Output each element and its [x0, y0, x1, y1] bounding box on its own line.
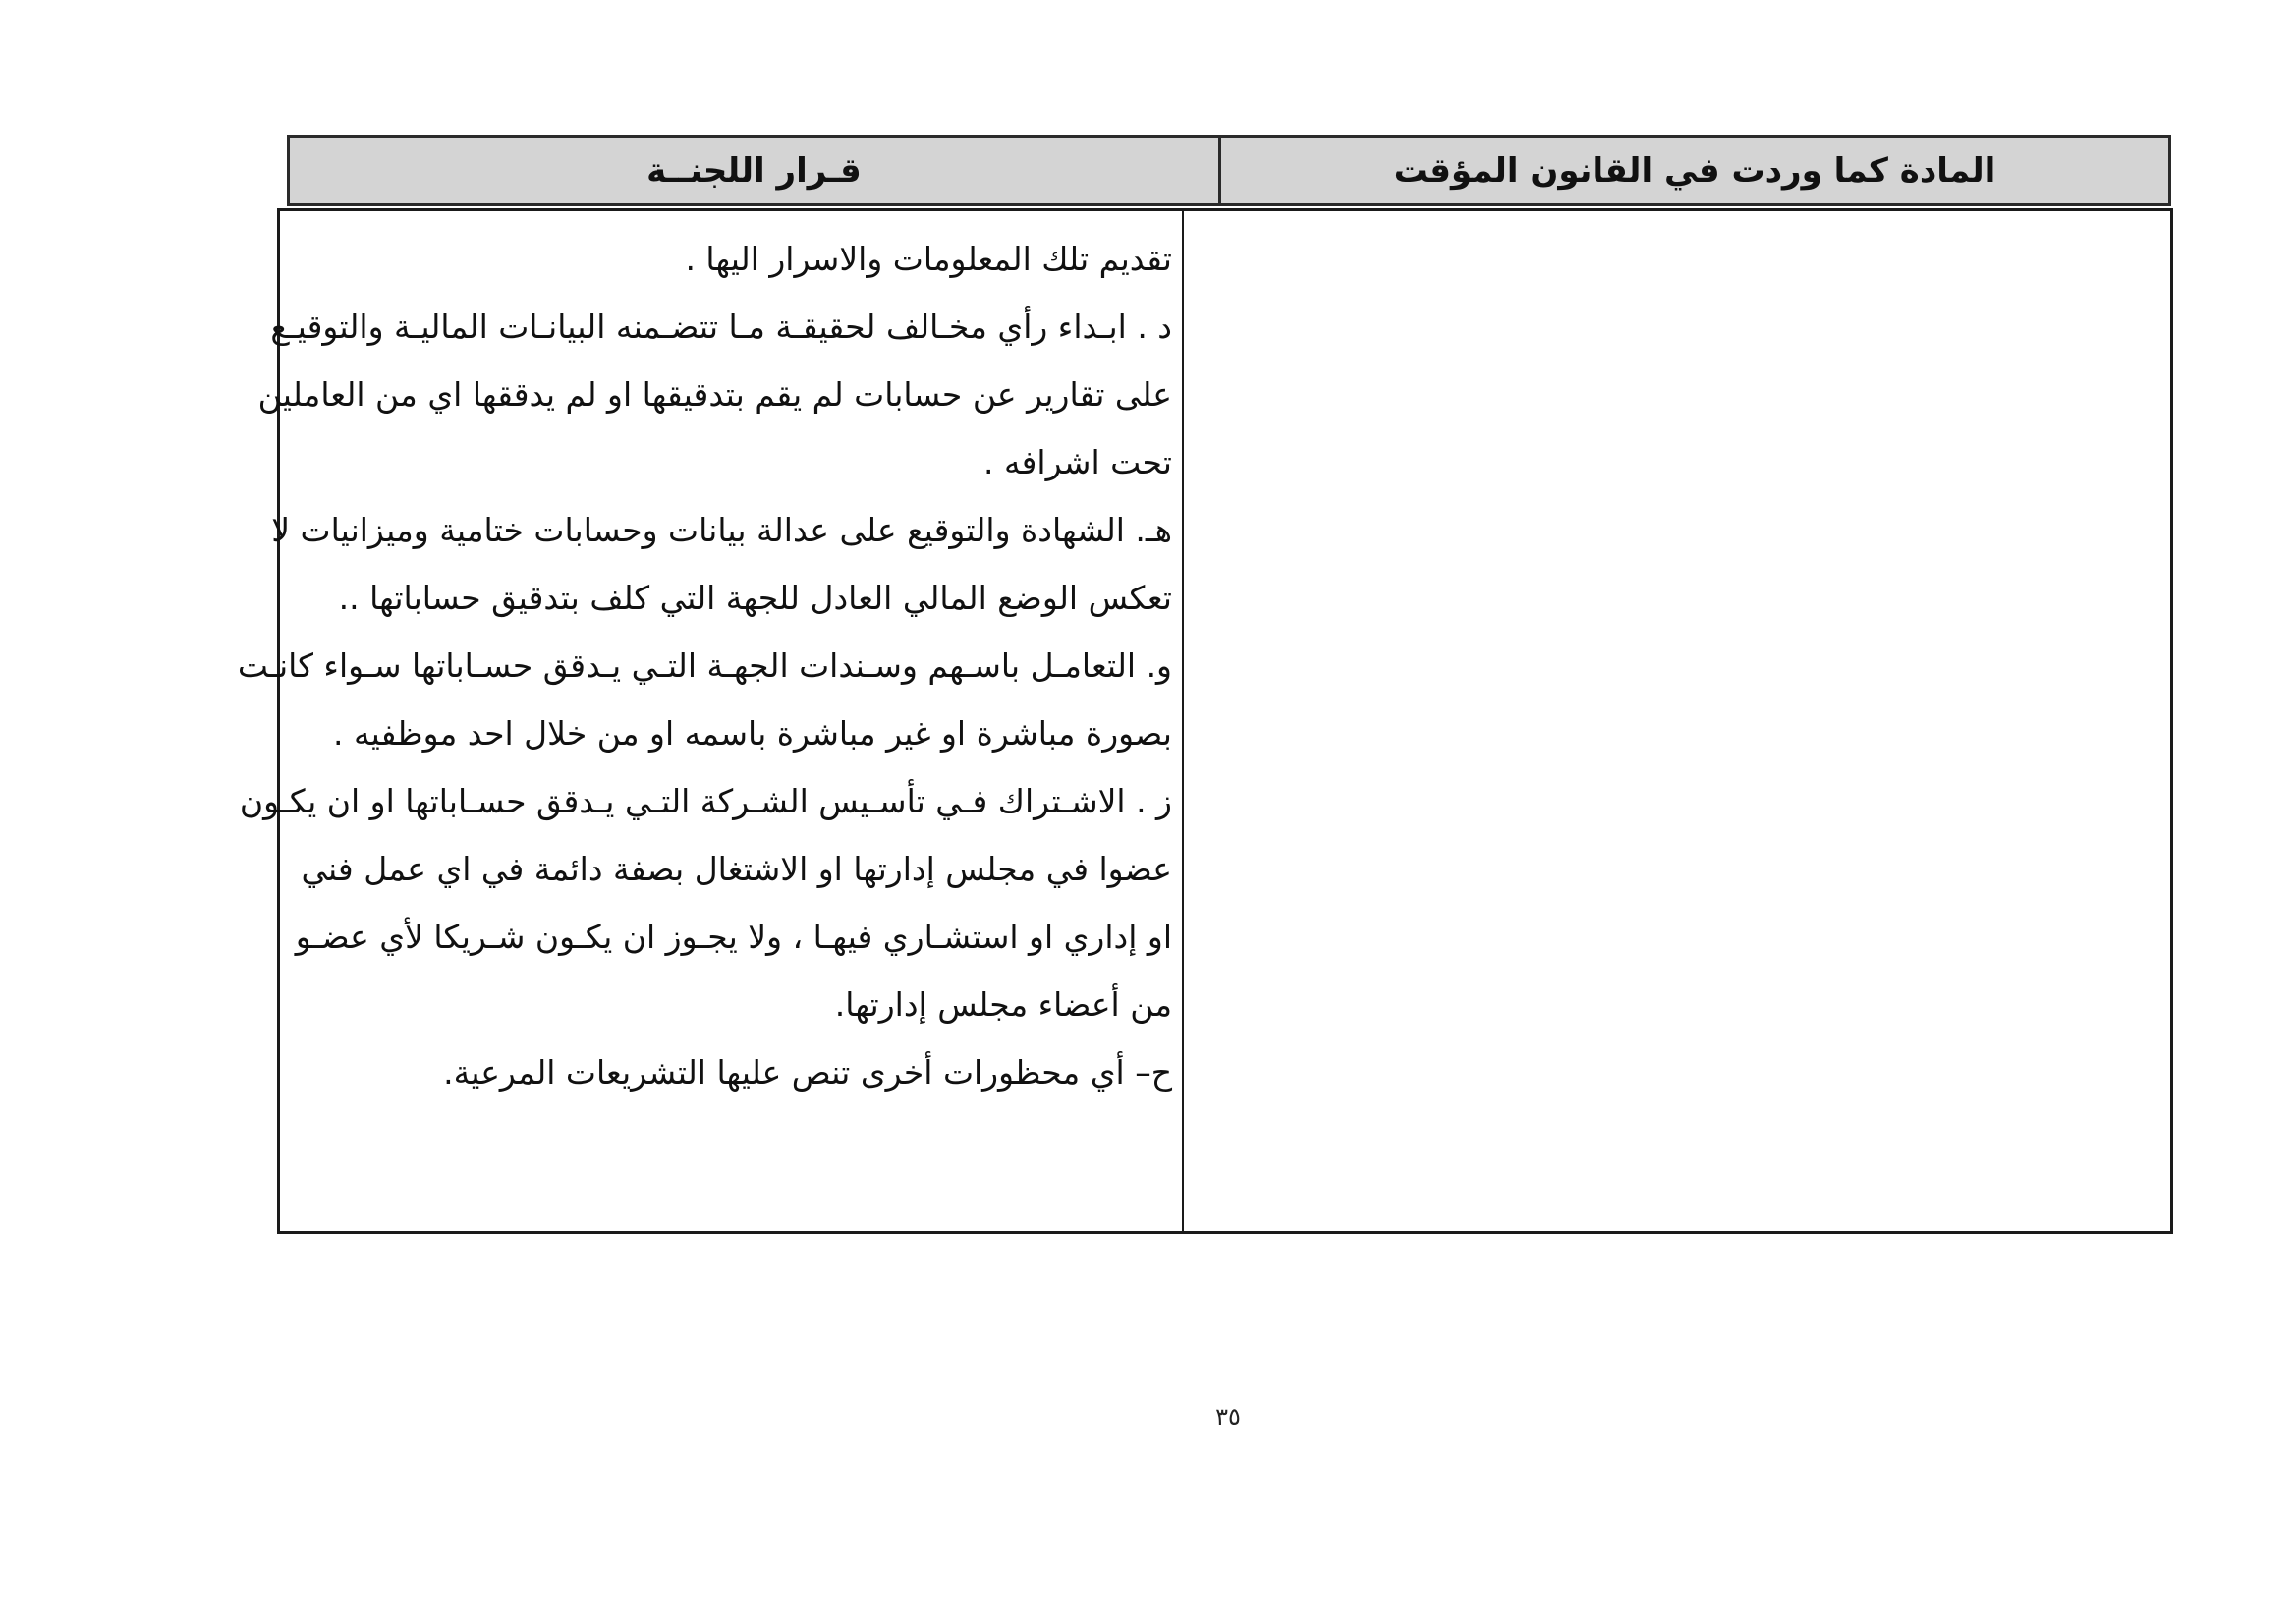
decision-line: تقديم تلك المعلومات والاسرار اليها . — [685, 240, 1172, 278]
decision-line: على تقارير عن حسابات لم يقم بتدقيقها او لم يدققها اي من العاملين — [257, 375, 1172, 414]
decision-line: د . ابـداء رأي مخـالف لحقيقـة مـا تتضـمنه البيانـات الماليـة والتوقيـع — [270, 308, 1172, 346]
decision-line: تحت اشرافه . — [982, 443, 1172, 481]
decision-line: او إداري او استشـاري فيهـا ، ولا يجـوز ان يكـون شـريكا لأي عضـو — [295, 918, 1172, 956]
decision-line: عضوا في مجلس إدارتها او الاشتغال بصفة دائمة في اي عمل فني — [301, 850, 1172, 888]
page-number: ٣٥ — [1215, 1403, 1241, 1430]
table-body-row — [237, 208, 2173, 1234]
decision-line: ز . الاشـتراك فـي تأسـيس الشـركة التـي يـدقق حسـاباتها او ان يكـون — [239, 782, 1172, 820]
decision-line: تعكس الوضع المالي العادل للجهة التي كلف بتدقيق حساباتها .. — [338, 579, 1172, 617]
temporary-law-article-header: المادة كما وردت في القانون المؤقت — [1393, 150, 1996, 191]
temporary-law-article-cell — [1184, 211, 2170, 1231]
committee-decision-cell — [237, 211, 1184, 1231]
table-header-row — [287, 135, 2171, 206]
decision-line: هـ. الشهادة والتوقيع على عدالة بيانات وحسابات ختامية وميزانيات لا — [271, 511, 1172, 549]
decision-line: ح– أي محظورات أخرى تنص عليها التشريعات المرعية. — [443, 1053, 1172, 1092]
decision-line: من أعضاء مجلس إدارتها. — [834, 985, 1172, 1024]
decision-line: بصورة مباشرة او غير مباشرة باسمه او من خلال احد موظفيه . — [332, 714, 1172, 753]
decision-line: و. التعامـل باسـهم وسـندات الجهـة التـي يـدقق حسـاباتها سـواء كانـت — [237, 646, 1172, 685]
committee-decision-header: قـرار اللجنــة — [290, 138, 1221, 203]
